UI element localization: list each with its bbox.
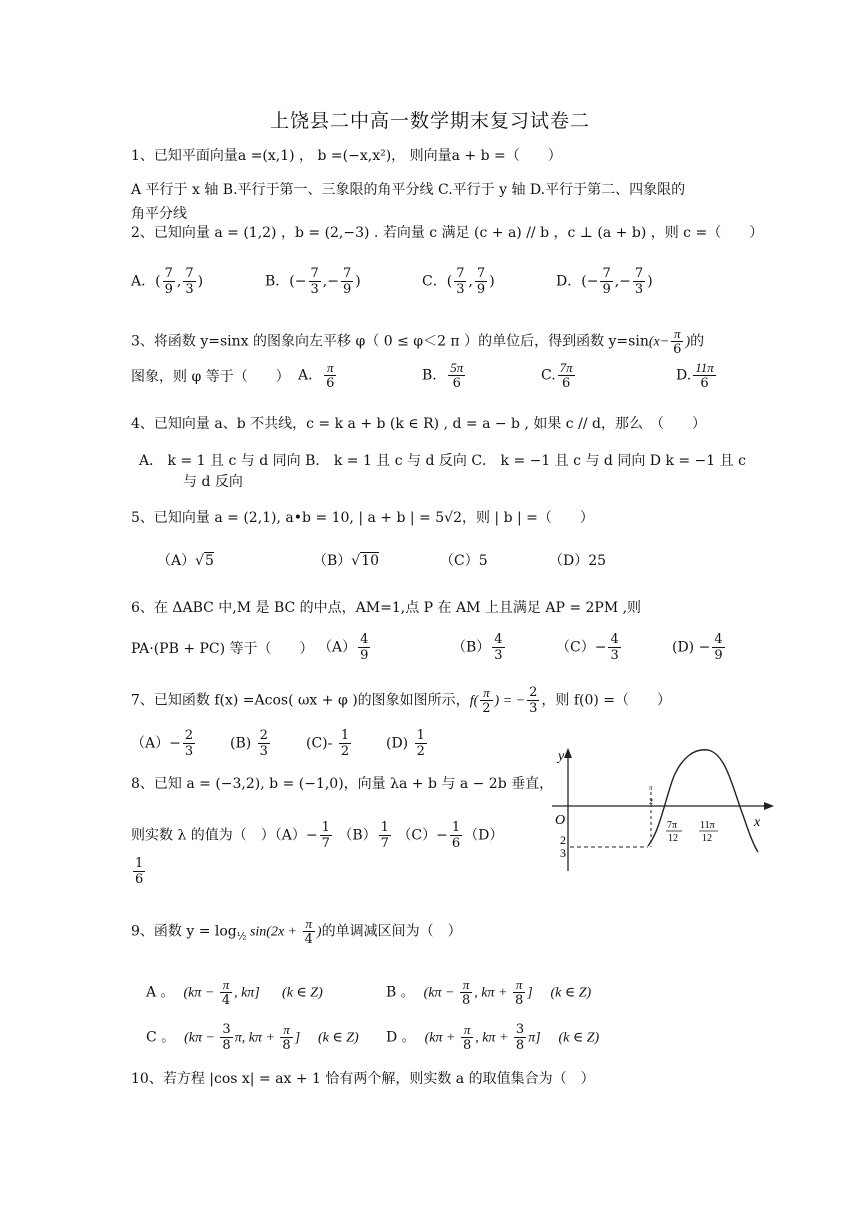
q2-option-d: D．(− $\frac{7}{9}$ ,− $\frac{7}{3}$ ) <box>556 266 653 297</box>
q8-b-label: （B） <box>338 827 377 844</box>
q8-line2-text: 则实数 λ 的值为（ ）（A） <box>131 827 306 844</box>
q9-d-kz: (k ∈ Z) <box>558 1030 600 1046</box>
tick-pi-over-2-den: 2 <box>649 797 653 806</box>
frac: $\frac{\pi}{2}$ <box>482 685 491 716</box>
q5-option-d: （D）25 <box>549 553 607 569</box>
q8-d-label: （D） <box>464 827 504 844</box>
x-axis-arrow <box>764 802 774 810</box>
q2-option-b: B．(− $\frac{7}{3}$ ,− $\frac{7}{9}$ ) <box>265 266 361 297</box>
q6-c-label: （C） <box>556 639 595 656</box>
den: 3 <box>494 648 503 663</box>
q2-b-label: B． <box>265 273 290 290</box>
frac <box>608 632 620 663</box>
q7-c-label: (C)- <box>306 735 333 752</box>
den: 9 <box>360 648 369 663</box>
q9-a-kz: (k ∈ Z) <box>282 985 323 1001</box>
num: 4 <box>714 632 723 647</box>
q3-option-b <box>422 360 467 391</box>
q9-option-c: C 。 (kπ − $\frac{3}{8}$ π, kπ + $\frac{\pi}{8}$ ] (k ∈ Z) <box>146 1022 359 1053</box>
frac <box>693 360 716 391</box>
q6-b-label: （B） <box>452 639 491 656</box>
num: 11π <box>695 360 714 375</box>
frac <box>492 632 504 663</box>
num: 1 <box>321 820 330 835</box>
num: 1 <box>135 856 144 871</box>
q5-a-value: 5 <box>205 553 214 569</box>
frac <box>379 820 391 851</box>
q8-line2: 则实数 λ 的值为（ ）（A）− $\frac{1}{7}$ （B） $\frac{1}{7}$ （C）− $\frac{1}{6}$ （D） <box>131 820 504 851</box>
den: 7 <box>380 836 389 851</box>
q6-line2: PA·(PB + PC) 等于（ ） <box>131 641 314 657</box>
frac <box>712 632 724 663</box>
den: 6 <box>326 376 335 391</box>
frac: $\frac{3}{8}$ <box>222 1022 231 1053</box>
q8-option-d-value <box>131 856 147 887</box>
q6-d-label: (D) <box>672 639 695 656</box>
frac: $\frac{2}{3}$ <box>529 685 538 716</box>
q9-b-kz: (k ∈ Z) <box>550 985 592 1001</box>
den: 3 <box>310 282 319 297</box>
q6-a-label: （A） <box>318 639 357 656</box>
q1-options-cont: 角平分线 <box>131 206 187 222</box>
y-min-den: 3 <box>560 846 566 860</box>
frac <box>600 266 612 297</box>
den: 3 <box>259 744 268 759</box>
den: 6 <box>562 376 571 391</box>
y-min-num: 2 <box>560 833 566 847</box>
frac: $\frac{\pi}{8}$ <box>462 1022 472 1053</box>
y-axis-arrow <box>564 748 572 758</box>
tick-pi-over-2-num: π <box>649 784 653 792</box>
frac <box>183 728 195 759</box>
frac <box>633 266 645 297</box>
den: 3 <box>184 744 194 759</box>
q6-option-c: （C）− $\frac{4}{3}$ <box>556 632 619 663</box>
x-label: x <box>754 815 761 830</box>
q5-stem: 5、已知向量 a = (2,1), a•b = 10, | a + b | = 5√2，则 | b | =（ ） <box>131 510 594 526</box>
q7-stem-tail: ，则 f(0) =（ ） <box>541 692 672 709</box>
den: 9 <box>476 282 486 297</box>
frac: $\frac{\pi}{8}$ <box>514 977 524 1008</box>
q3-line2 <box>131 366 290 388</box>
origin-label: O <box>555 813 566 828</box>
den: 3 <box>185 282 194 297</box>
num: 1 <box>451 820 461 835</box>
frac <box>309 266 321 297</box>
q3-option-c <box>541 360 577 391</box>
num: 1 <box>416 728 425 743</box>
q2-option-c: C．( $\frac{7}{3}$ , $\frac{7}{9}$ ) <box>422 266 495 297</box>
q2-c-label: C． <box>422 273 447 290</box>
frac <box>163 266 175 297</box>
q9-b-label: B 。 <box>386 984 415 1001</box>
den: 9 <box>342 282 352 297</box>
q9-stem-tail: 的单调减区间为（ ） <box>321 923 462 940</box>
q3-a-label: A． <box>298 367 323 384</box>
den: 2 <box>416 744 425 759</box>
q5-option-b: （B）√10 <box>313 553 380 569</box>
q4-options: A． k = 1 且 c 与 d 同向 B． k = 1 且 c 与 d 反向 C． k = −1 且 c 与 d 同向 D k = −1 且 c <box>139 453 746 469</box>
q7-b-label: (B) <box>230 735 252 752</box>
den: 6 <box>452 376 461 391</box>
q7-stem: 7、已知函数 f(x) =Acos( ωx + φ )的图象如图所示，f( $\frac{\pi}{2}$ ) = − $\frac{2}{3}$ ，则 f(0) =（ ） <box>131 685 672 716</box>
frac: $\frac{\pi}{6}$ <box>673 326 682 357</box>
q5-option-a: （A）√5 <box>157 553 214 569</box>
frac: $\frac{\pi}{8}$ <box>282 1022 291 1053</box>
frac <box>454 266 466 297</box>
q4-stem: 4、已知向量 a、b 不共线，c = k a + b (k ∈ R) , d = a − b , 如果 c // d，那么 （ ） <box>131 416 706 432</box>
num: π <box>324 360 336 376</box>
den: 6 <box>451 836 461 851</box>
frac <box>475 266 487 297</box>
q9-stem: 9、函数 $y = \log_{\frac{1}{2}} \sin(2x$ + $\frac{\pi}{4}$ )的单调减区间为（ ） <box>131 916 462 947</box>
den: 6 <box>700 376 709 391</box>
den: 9 <box>164 282 173 297</box>
q5-a-label: （A） <box>157 553 196 569</box>
num: 7 <box>634 266 644 281</box>
q3-b-label: B． <box>422 367 447 384</box>
q6-option-a <box>318 632 372 663</box>
q10-stem: 10、若方程 |cos x| = ax + 1 恰有两个解，则实数 a 的取值集合为（ ） <box>131 1071 595 1087</box>
num: 7 <box>310 266 319 281</box>
q3-option-d <box>676 360 718 391</box>
q6-option-b <box>452 632 507 663</box>
frac: $\frac{\pi}{8}$ <box>462 977 471 1008</box>
num: 2 <box>259 728 268 743</box>
q7-option-b <box>230 728 272 759</box>
den: 7 <box>321 836 330 851</box>
num: 7 <box>456 266 465 281</box>
q9-d-label: D 。 <box>386 1029 416 1046</box>
den: 2 <box>340 744 350 759</box>
y-label: y <box>558 749 565 764</box>
q6-option-d: (D) − $\frac{4}{9}$ <box>672 632 723 663</box>
q8-stem: 8、已知 a = (−3,2), b = (−1,0)，向量 λa + b 与 a − 2b 垂直， <box>131 776 554 792</box>
num: 7 <box>164 266 173 281</box>
q7-option-a: （A）− $\frac{2}{3}$ <box>131 728 194 759</box>
frac <box>415 728 427 759</box>
den: 9 <box>714 648 723 663</box>
frac <box>320 820 332 851</box>
den: 3 <box>634 282 644 297</box>
q2-stem: 2、已知向量 a = (1,2) ，b = (2,−3) . 若向量 c 满足 (c + a) // b ，c ⊥ (a + b) ，则 c =（ ） <box>131 225 764 241</box>
q2-d-label: D． <box>556 273 582 290</box>
q9-option-b: B 。 (kπ − $\frac{\pi}{8}$ , kπ + $\frac{\pi}{8}$ ] (k ∈ Z) <box>386 977 592 1008</box>
q5-option-c: （C）5 <box>440 553 488 569</box>
num: 2 <box>184 728 194 743</box>
frac <box>258 728 270 759</box>
den: 9 <box>602 282 611 297</box>
frac <box>133 856 145 887</box>
q7-option-c <box>306 728 353 759</box>
den: 3 <box>610 648 619 663</box>
num: 4 <box>494 632 503 647</box>
frac: $\frac{3}{8}$ <box>515 1022 525 1053</box>
num: 7 <box>602 266 611 281</box>
frac: $\frac{\pi}{4}$ <box>304 916 313 947</box>
q3-stem-tail: 的 <box>690 333 705 350</box>
q2-option-a: A．( $\frac{7}{9}$ , $\frac{7}{3}$ ) <box>131 266 204 297</box>
q7-a-label: （A） <box>131 735 170 752</box>
den: 6 <box>135 872 144 887</box>
num: 7 <box>342 266 352 281</box>
frac <box>341 266 353 297</box>
q3-d-label: D. <box>676 367 692 384</box>
frac <box>558 360 575 391</box>
tick-7pi-12-num: 7π <box>667 820 678 831</box>
function-graph <box>548 746 778 876</box>
frac <box>339 728 351 759</box>
q1-options: A 平行于 x 轴 B.平行于第一、三象限的角平分线 C.平行于 y 轴 D.平行于第二、四象限的 <box>131 182 686 198</box>
frac <box>183 266 195 297</box>
q3-option-a <box>298 360 338 391</box>
q1-stem: 1、已知平面向量a =(x,1) ， b =(−x,x²)， 则向量a + b =（ ） <box>131 148 562 164</box>
q9-c-label: C 。 <box>146 1029 176 1046</box>
q2-a-label: A． <box>131 273 156 290</box>
q3-line2-text: 图象，则 φ 等于（ ） <box>131 369 290 385</box>
q8-c-label: （C） <box>397 827 437 844</box>
num: 5π <box>450 360 464 375</box>
tick-11pi-12-num: 11π <box>700 820 715 831</box>
q9-c-kz: (k ∈ Z) <box>317 1030 359 1046</box>
frac: $\frac{\pi}{4}$ <box>221 977 231 1008</box>
num: 4 <box>360 632 369 647</box>
num: 1 <box>340 728 350 743</box>
q3-c-label: C. <box>541 367 556 384</box>
q4-options-cont: 与 d 反向 <box>183 474 243 490</box>
q6-stem: 6、在 ΔABC 中,M 是 BC 的中点，AM=1,点 P 在 AM 上且满足 AP = 2PM ,则 <box>131 600 642 616</box>
num: 7 <box>476 266 486 281</box>
den: 3 <box>456 282 465 297</box>
frac <box>358 632 370 663</box>
tick-11pi-12-den: 12 <box>702 833 712 844</box>
q9-option-a: A 。 (kπ − $\frac{\pi}{4}$ , kπ] (k ∈ Z) <box>146 977 323 1008</box>
q9-option-d: D 。 (kπ + $\frac{\pi}{8}$ , kπ + $\frac{3}{8}$ π] (k ∈ Z) <box>386 1022 600 1053</box>
tick-7pi-12-den: 12 <box>668 833 678 844</box>
q3-stem-text: 3、将函数 y=sinx 的图象向左平移 φ（ 0 ≤ φ＜2 π ）的单位后，得到函数 y=sin <box>131 333 649 350</box>
frac <box>450 820 462 851</box>
q7-option-d <box>386 728 429 759</box>
q3-stem: 3、将函数 y=sinx 的图象向左平移 φ（ 0 ≤ φ＜2 π ）的单位后，得到函数 y=sin(x− $\frac{\pi}{6}$ )的 <box>131 326 705 357</box>
frac <box>448 360 465 391</box>
q9-stem-text: 9、函数 y = log <box>131 923 237 940</box>
q9-a-label: A 。 <box>146 984 175 1001</box>
page-title: 上饶县二中高一数学期末复习试卷二 <box>269 110 590 132</box>
q5-b-label: （B） <box>313 553 352 569</box>
num: 1 <box>380 820 389 835</box>
q7-d-label: (D) <box>386 735 409 752</box>
num: 7π <box>559 360 573 375</box>
frac <box>324 360 336 391</box>
q5-b-value: 10 <box>361 553 380 569</box>
num: 4 <box>610 632 619 647</box>
num: 7 <box>185 266 194 281</box>
q7-stem-text: 7、已知函数 f(x) =Acos( ωx + φ )的图象如图所示， <box>131 692 470 709</box>
